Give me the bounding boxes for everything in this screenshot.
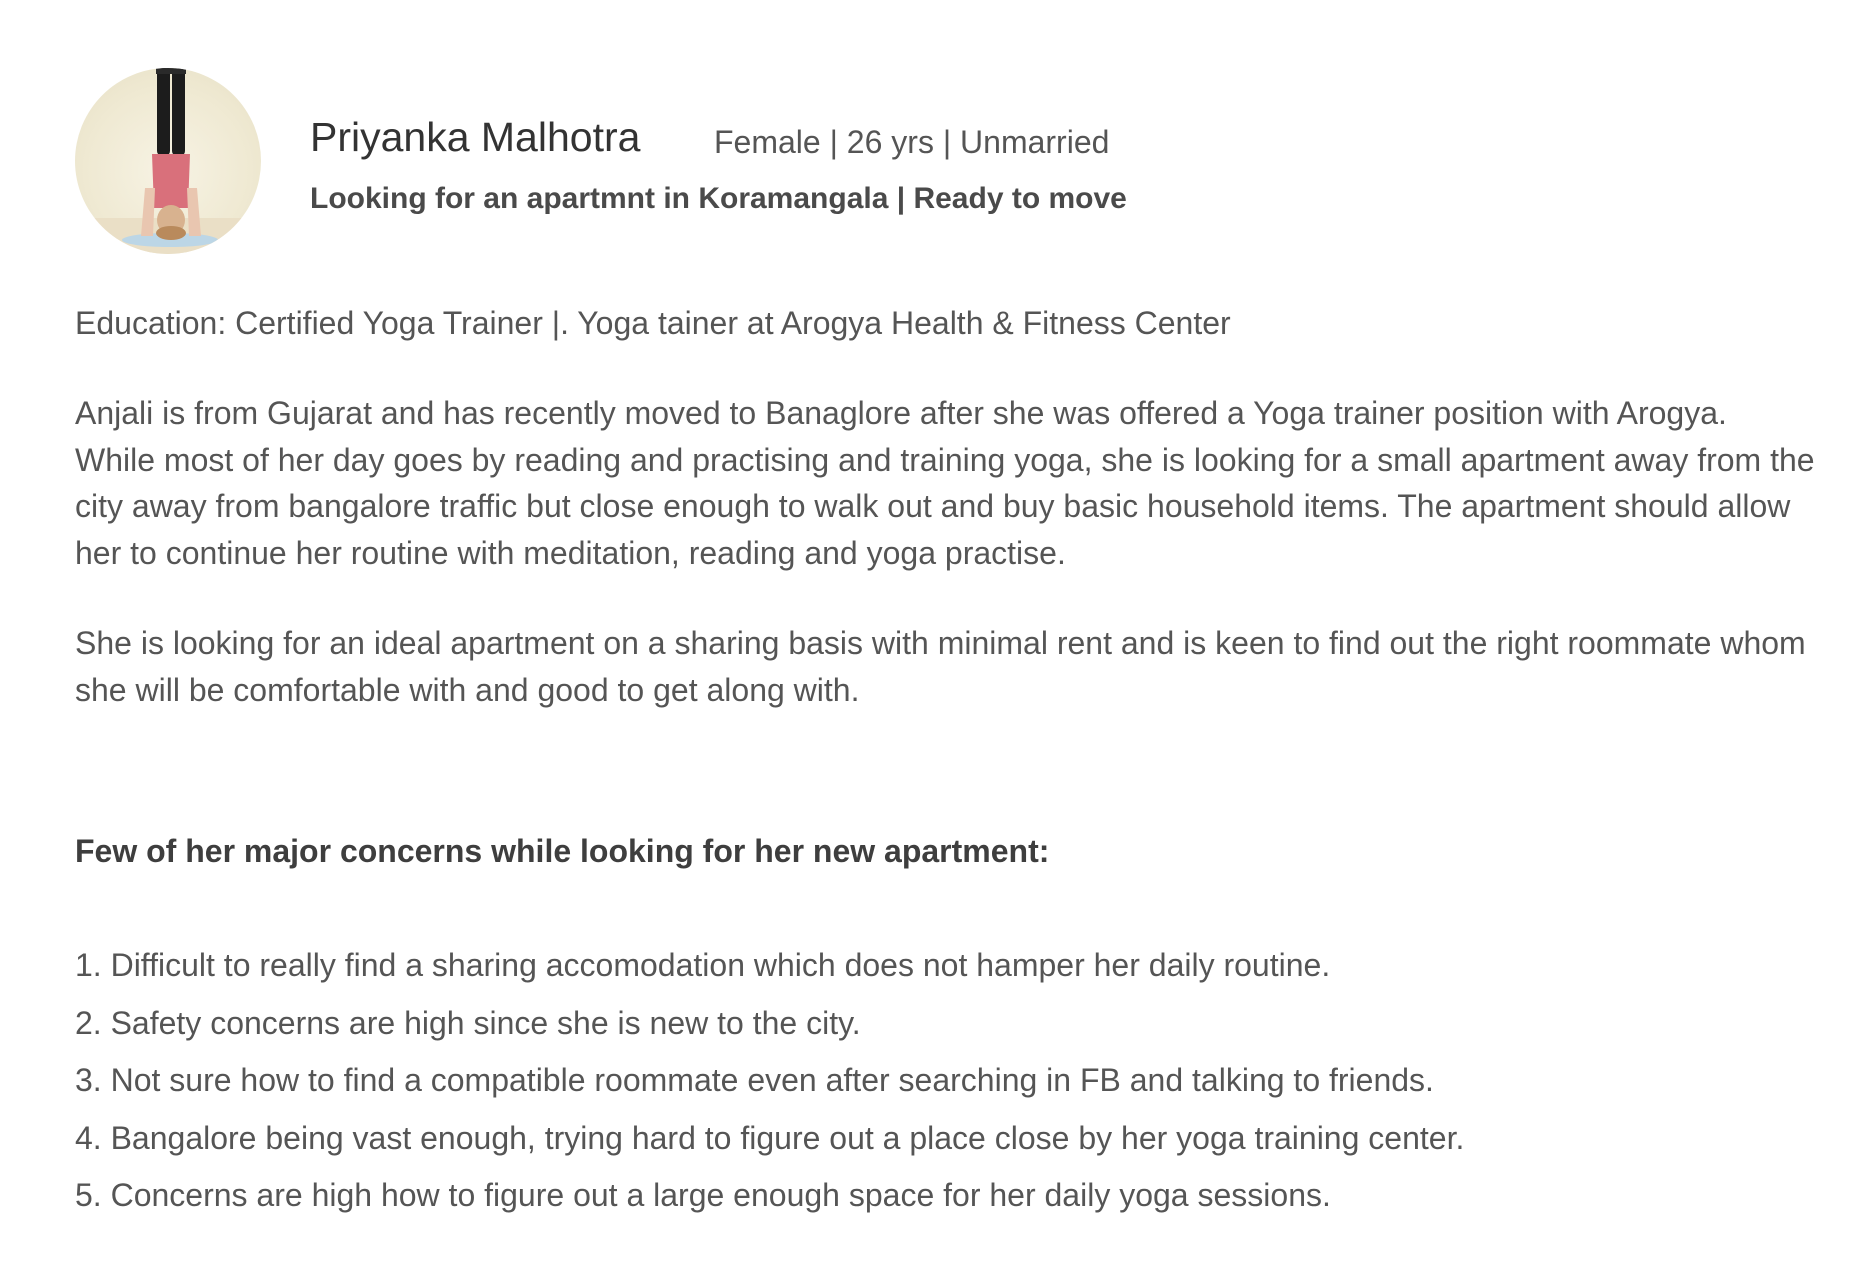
avatar — [75, 68, 261, 254]
persona-demographics: Female | 26 yrs | Unmarried — [714, 124, 1110, 160]
concerns-heading: Few of her major concerns while looking for her new apartment: — [75, 833, 1050, 869]
list-item: 4. Bangalore being vast enough, trying hard to figure out a place close by her yoga training center. — [75, 1119, 1465, 1156]
persona-name: Priyanka Malhotra — [310, 114, 641, 160]
list-item: 3. Not sure how to find a compatible roommate even after searching in FB and talking to friends. — [75, 1062, 1434, 1098]
bio-paragraph: Anjali is from Gujarat and has recently moved to Banaglore after she was offered a Yoga trainer position with Arogya. While most of her day goes by reading and practising and training yoga, she is looking for a small apartment away from the city away from bangalore traffic but close enough to walk out and buy basic household items. The apartment should allow her to continue her routine with meditation, reading and yoga practise. — [75, 395, 1815, 571]
yoga-headstand-photo-icon — [75, 68, 261, 254]
bio-paragraph: She is looking for an ideal apartment on a sharing basis with minimal rent and is keen to find out the right roommate whom she will be comfortable with and good to get along with. — [75, 625, 1806, 708]
list-item: 2. Safety concerns are high since she is new to the city. — [75, 1004, 861, 1041]
concerns-list — [75, 942, 1464, 1230]
list-item: 5. Concerns are high how to figure out a large enough space for her daily yoga sessions. — [75, 1177, 1331, 1213]
persona-tagline: Looking for an apartmnt in Koramangala | Ready to move — [310, 182, 1127, 215]
education-line: Education: Certified Yoga Trainer |. Yoga tainer at Arogya Health & Fitness Center — [75, 305, 1231, 341]
list-item: 1. Difficult to really find a sharing accomodation which does not hamper her daily routine. — [75, 947, 1331, 983]
